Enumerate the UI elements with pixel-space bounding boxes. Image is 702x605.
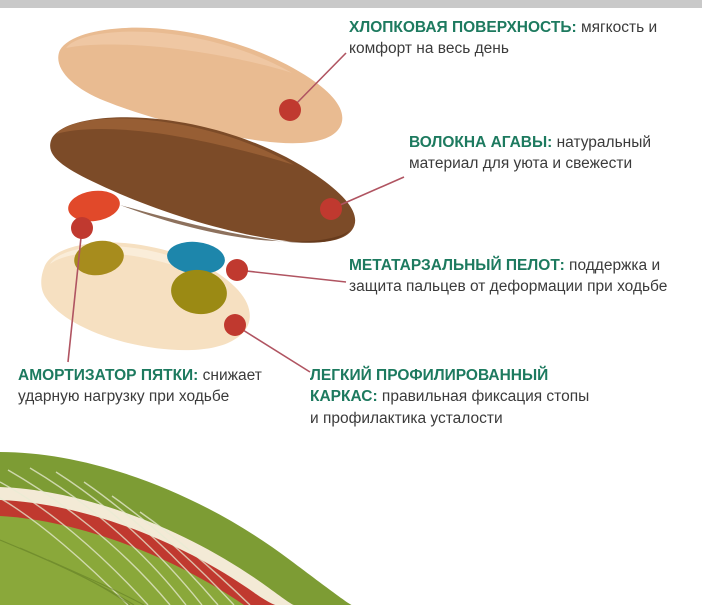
heel-cushion-red-shape (66, 188, 122, 225)
callout-agave-heading: ВОЛОКНА АГАВЫ: (409, 134, 553, 151)
callout-frame (310, 365, 600, 429)
callout-metatarsal-heading: МЕТАТАРЗАЛЬНЫЙ ПЕЛОТ: (349, 257, 565, 274)
marker-dot-heel (71, 217, 93, 239)
callout-agave-body: натуральный материал для уюта и свежести (409, 134, 652, 173)
callout-heel-heading: АМОРТИЗАТОР ПЯТКИ: (18, 367, 199, 384)
callout-frame-body: правильная фиксация стопы и профилактика усталости (310, 388, 590, 427)
marker-dot-cotton (279, 99, 301, 121)
marker-dot-metatarsal (226, 259, 248, 281)
marker-dot-frame (224, 314, 246, 336)
leader-line-metatarsal (237, 270, 346, 282)
callout-cotton-body: мягкость и комфорт на весь день (349, 19, 658, 58)
callout-heel-body: снижает ударную нагрузку при ходьбе (18, 367, 262, 406)
leader-line-agave (331, 177, 404, 209)
marker-dot-agave (320, 198, 342, 220)
callout-frame-heading: ЛЕГКИЙ ПРОФИЛИРОВАННЫЙ КАРКАС: (310, 367, 549, 406)
callout-agave (409, 132, 689, 175)
callout-metatarsal (349, 255, 694, 298)
callout-heel (18, 365, 298, 408)
bottom-decoration (0, 452, 352, 605)
callout-cotton-heading: ХЛОПКОВАЯ ПОВЕРХНОСТЬ: (349, 19, 577, 36)
callout-cotton (349, 17, 679, 60)
callout-metatarsal-body: поддержка и защита пальцев от деформации при ходьбе (349, 257, 668, 296)
